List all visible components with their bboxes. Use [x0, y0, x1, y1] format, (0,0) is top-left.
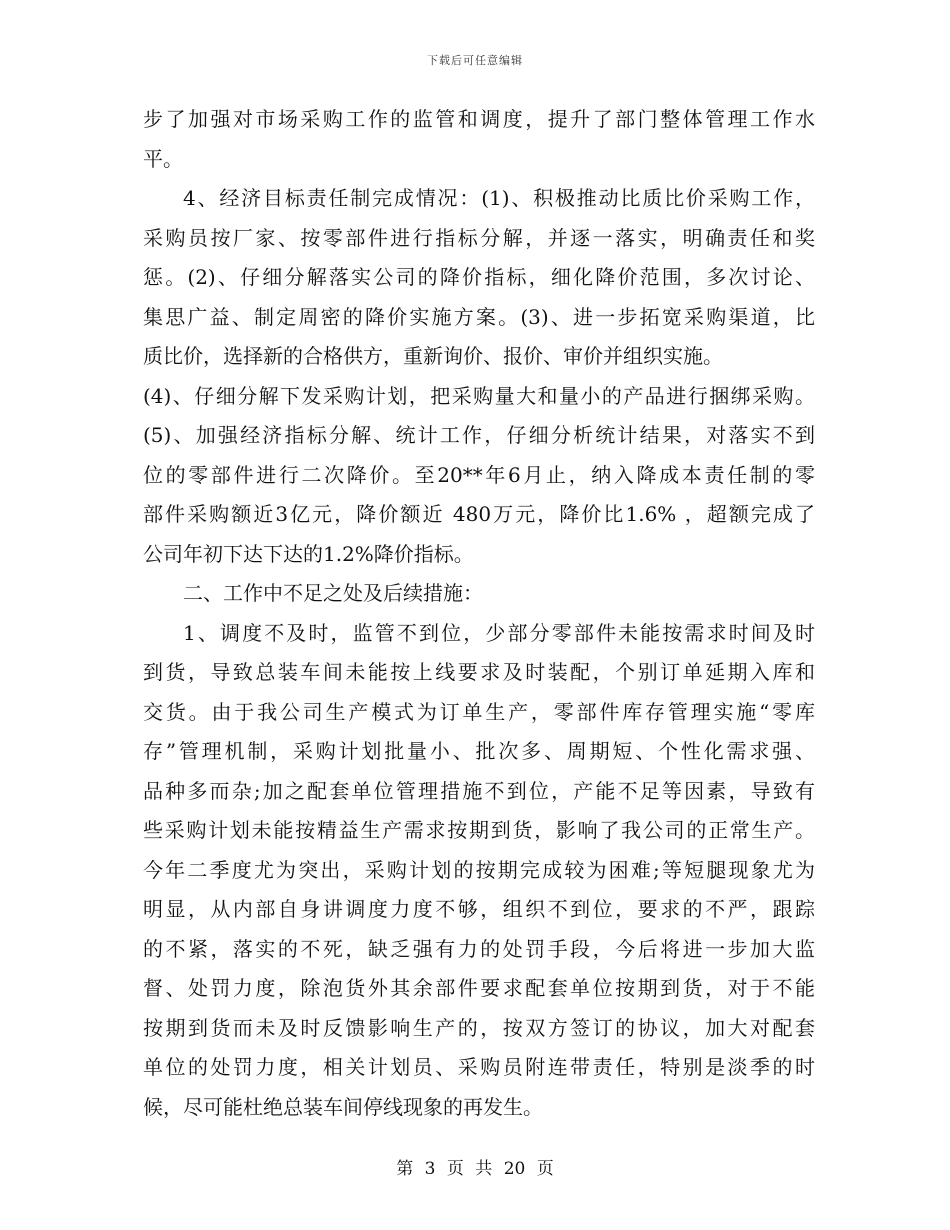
text-line: 些采购计划未能按精益生产需求按期到货，影响了我公司的正常生产。: [143, 818, 815, 842]
text-line: 按期到货而未及时反馈影响生产的，按双方签订的协议，加大对配套: [143, 1015, 815, 1040]
text-line: 品种多而杂;加之配套单位管理措施不到位，产能不足等因素，导致有: [143, 778, 815, 803]
text-line: 今年二季度尤为突出，采购计划的按期完成较为困难;等短腿现象尤为: [143, 857, 815, 882]
document-body: [143, 100, 815, 1127]
text-line: 单位的处罚力度，相关计划员、采购员附连带责任，特别是淡季的时: [143, 1055, 815, 1079]
text-line: 采购员按厂家、按零部件进行指标分解，并逐一落实，明确责任和奖: [143, 225, 815, 250]
text-line: 公司年初下达下达的1.2%降价指标。: [143, 541, 474, 566]
text-line: 1、调度不及时，监管不到位，少部分零部件未能按需求时间及时: [183, 620, 815, 645]
text-line: 步了加强对市场采购工作的监管和调度，提升了部门整体管理工作水: [143, 107, 815, 131]
text-line: (5)、加强经济指标分解、统计工作，仔细分析统计结果，对落实不到: [143, 423, 815, 447]
text-line: 存”管理机制，采购计划批量小、批次多、周期短、个性化需求强、: [143, 739, 815, 763]
page-header: 下载后可任意编辑: [427, 54, 523, 67]
text-line: 部件采购额近3亿元，降价额近 480万元，降价比1.6% ，超额完成了: [143, 502, 815, 526]
text-line: 督、处罚力度，除泡货外其余部件要求配套单位按期到货，对于不能: [143, 976, 815, 1000]
section-heading: 二、工作中不足之处及后续措施：: [183, 581, 483, 605]
text-line: (4)、仔细分解下发采购计划，把采购量大和量小的产品进行捆绑采购。: [143, 383, 815, 408]
text-line: 4、经济目标责任制完成情况：(1)、积极推动比质比价采购工作，: [183, 186, 815, 210]
text-line: 平。: [143, 146, 183, 171]
text-line: 质比价，选择新的合格供方，重新询价、报价、审价并组织实施。: [143, 344, 723, 368]
text-line: 候，尽可能杜绝总装车间停线现象的再发生。: [143, 1094, 543, 1119]
text-line: 的不紧，落实的不死，缺乏强有力的处罚手段，今后将进一步加大监: [143, 936, 815, 961]
page-number: 第 3 页 共 20 页: [396, 1159, 554, 1179]
text-line: 交货。由于我公司生产模式为订单生产，零部件库存管理实施“零库: [143, 699, 815, 724]
text-line: 惩。(2)、仔细分解落实公司的降价指标，细化降价范围，多次讨论、: [143, 265, 815, 289]
text-line: 到货，导致总装车间未能按上线要求及时装配，个别订单延期入库和: [143, 660, 815, 684]
text-line: 集思广益、制定周密的降价实施方案。(3)、进一步拓宽采购渠道，比: [143, 304, 815, 329]
text-line: 位的零部件进行二次降价。至20**年6月止，纳入降成本责任制的零: [143, 462, 815, 487]
text-line: 明显，从内部自身讲调度力度不够，组织不到位，要求的不严，跟踪: [143, 897, 815, 921]
